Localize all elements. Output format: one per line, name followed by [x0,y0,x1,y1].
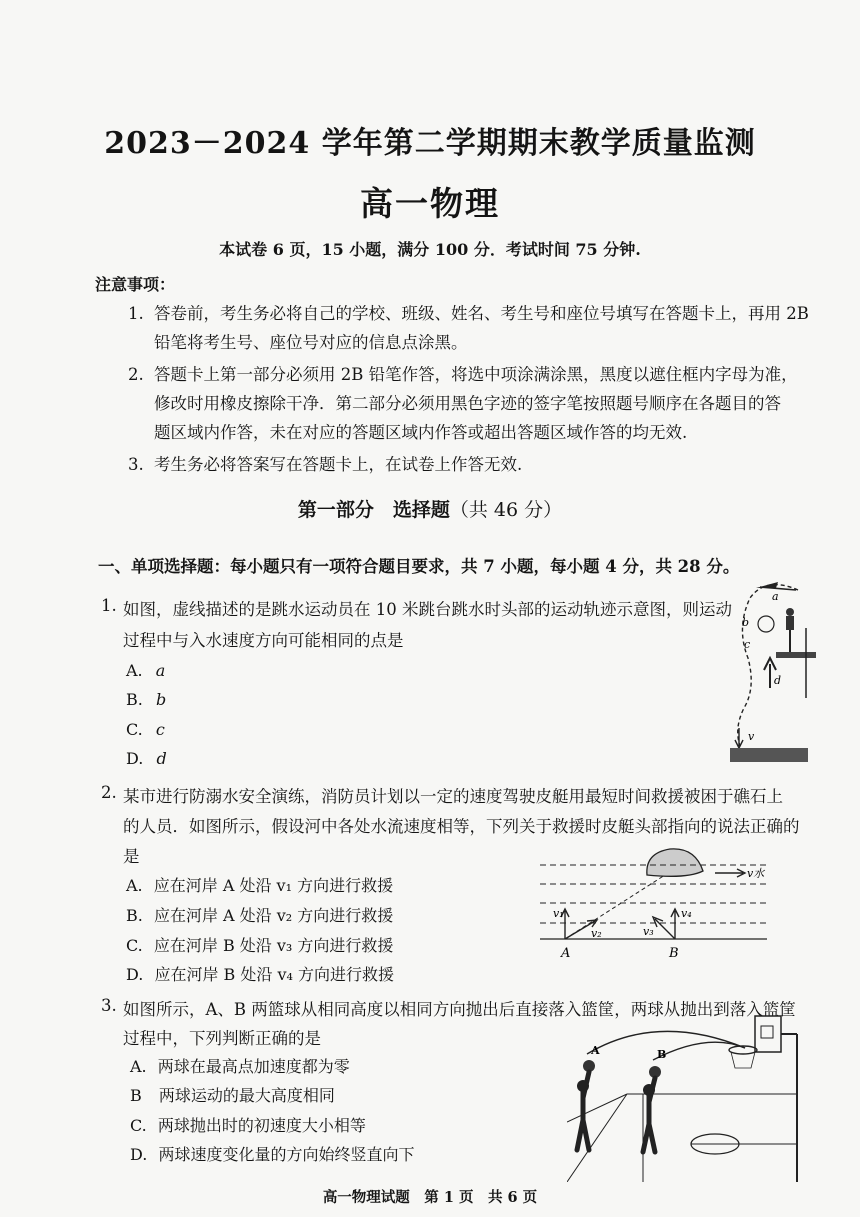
fig1-label-v: v [748,730,755,743]
question-1-line-1: 如图，虚线描述的是跳水运动员在 10 米跳台跳水时头部的运动轨迹示意图，则运动 [123,600,732,619]
notice-item-2-line-1: 答题卡上第一部分必须用 2B 铅笔作答，将选中项涂满涂黑，黑度以遮住框内字母为准， [154,365,798,384]
backboard [755,1016,781,1052]
question-3-option-b[interactable] [130,1083,335,1106]
diver-figure [786,616,794,630]
option-label: D. [126,965,144,984]
question-1-option-d[interactable] [126,749,167,768]
question-1-option-b[interactable] [126,690,166,709]
question-2-num: 2. [101,783,117,802]
platform [776,652,816,658]
option-label: A. [130,1057,147,1076]
question-3-option-c[interactable] [130,1113,366,1136]
water-flow-arrow [715,869,745,877]
exam-info: 本试卷 6 页，15 小题，满分 100 分．考试时间 75 分钟. [219,240,641,259]
question-3-line-1: 如图所示，A、B 两篮球从相同高度以相同方向抛出后直接落入篮筐，两球从抛出到落入篮筐 [123,1000,796,1019]
fig2-label-vwater: v水 [747,867,765,880]
option-text: c [155,720,165,739]
fig2-label-v4: v₄ [681,907,692,920]
question-2-line-1: 某市进行防溺水安全演练，消防员计划以一定的速度驾驶皮艇用最短时间救援被困于礁石上 [123,787,783,806]
question-1-option-c[interactable] [126,720,165,739]
question-3-option-a[interactable] [130,1054,350,1077]
part-heading: 一、单项选择题：每小题只有一项符合题目要求，共 7 小题，每小题 4 分，共 28 分。 [98,557,740,576]
fig2-label-a: A [561,946,571,961]
question-1-line-2: 过程中与入水速度方向可能相同的点是 [123,631,404,650]
notice-item-1-line-2: 铅笔将考生号、座位号对应的信息点涂黑。 [154,333,468,352]
option-label: D. [126,749,144,768]
question-3-num: 3. [101,996,117,1015]
trajectory-b [653,1042,745,1060]
question-2-line-2: 的人员．如图所示，假设河中各处水流速度相等，下列关于救援时皮艇头部指向的说法正确的 [123,817,800,836]
v3-arrow [653,917,675,939]
question-3-option-d[interactable] [130,1142,414,1165]
diving-trajectory-figure [726,578,816,768]
river-rescue-figure [535,845,775,965]
notice-heading: 注意事项： [95,275,176,294]
option-label: B [130,1086,142,1105]
question-1-num: 1. [101,596,117,615]
water-surface [730,748,808,762]
notice-item-2-num: 2. [128,365,144,384]
option-label: C. [126,936,143,955]
option-label: B. [126,690,143,709]
v4-arrow [671,909,679,939]
option-label: A. [126,876,143,895]
rock-icon [647,849,703,876]
fig2-label-b: B [669,946,679,961]
notice-item-1-num: 1. [128,304,144,323]
option-label: C. [130,1116,147,1135]
fig1-label-b: b [742,616,750,629]
option-text: 两球抛出时的初速度大小相等 [157,1116,366,1135]
basketball-figure [567,1002,807,1182]
option-text: b [155,690,167,709]
option-text: 应在河岸 B 处沿 v₃ 方向进行救援 [153,936,394,955]
question-2-line-3: 是 [123,847,140,866]
fig3-label-b: B [657,1048,667,1061]
fig1-label-a: a [772,590,779,603]
question-2-option-c[interactable] [126,933,393,956]
option-label: D. [130,1145,148,1164]
page-footer: 高一物理试题 第 1 页 共 6 页 [322,1189,538,1206]
fig3-label-a: A [591,1044,600,1057]
notice-item-3-num: 3. [128,455,144,474]
section-title [0,495,860,522]
option-text: d [156,749,167,768]
court-lines [567,1094,797,1182]
subject-title: 高一物理 [360,184,500,223]
question-2-option-d[interactable] [126,962,394,985]
option-label: B. [126,906,143,925]
option-text: 两球速度变化量的方向始终竖直向下 [158,1145,415,1164]
question-2-option-a[interactable] [126,873,393,896]
fig2-label-v2: v₂ [591,927,602,940]
option-label: A. [126,661,143,680]
option-text: 应在河岸 A 处沿 v₁ 方向进行救援 [153,876,394,895]
section-score: （共 46 分） [449,499,563,521]
option-text: 应在河岸 A 处沿 v₂ 方向进行救援 [153,906,394,925]
fig1-label-c: c [744,638,751,651]
option-label: C. [126,720,143,739]
notice-item-2-line-2: 修改时用橡皮擦除干净．第二部分必须用黑色字迹的签字笔按照题号顺序在各题目的答 [154,394,781,413]
fig2-label-v1: v₁ [553,907,564,920]
fig1-label-d: d [774,674,782,687]
notice-item-1-line-1: 答卷前，考生务必将自己的学校、班级、姓名、考生号和座位号填写在答题卡上，再用 2B [154,304,809,323]
option-text: 应在河岸 B 处沿 v₄ 方向进行救援 [154,965,394,984]
question-2-option-b[interactable] [126,903,393,926]
notice-item-3-line-1: 考生务必将答案写在答题卡上，在试卷上作答无效. [154,455,523,474]
fig2-label-v3: v₃ [643,925,654,938]
question-1-option-a[interactable] [126,661,165,680]
notice-item-2-line-3: 题区域内作答，未在对应的答题区域内作答或超出答题区域作答的均无效. [154,423,688,442]
section-title-text: 第一部分 选择题 [297,499,450,521]
option-text: a [155,661,166,680]
option-text: 两球在最高点加速度都为零 [157,1057,350,1076]
option-text: 两球运动的最大高度相同 [158,1086,335,1105]
exam-title: 2023－2024 学年第二学期期末教学质量监测 [104,126,756,161]
question-3-line-2: 过程中，下列判断正确的是 [123,1029,321,1048]
